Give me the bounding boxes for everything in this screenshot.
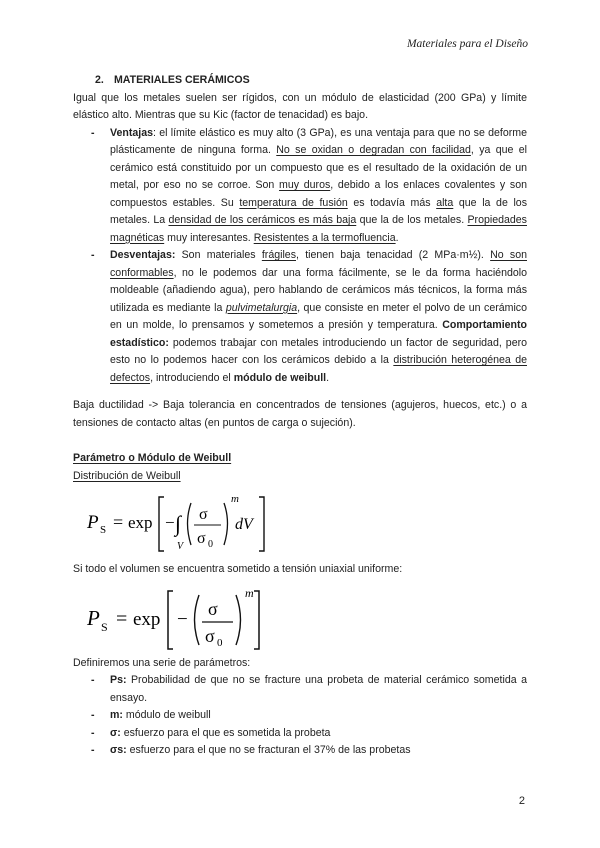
text-run: : el límite elástico es muy alto (3 GPa), es una ventaja para que no se deforme plásticamente de ninguna forma. (110, 126, 527, 156)
formula-zero: 0 (208, 539, 213, 550)
left-bracket (159, 497, 164, 551)
underlined-text: pulvimetalurgia (225, 301, 298, 314)
formula-exp: exp (128, 513, 153, 532)
text-run: es todavía más (347, 196, 437, 209)
param-item (73, 672, 527, 707)
text-run: podemos trabajar con metales introduciendo un factor de seguridad, pero esto no lo podemos hacer con los cerámicos debido a la (110, 336, 527, 366)
text-run: muy interesantes. (164, 231, 254, 244)
text-run: , debido a los enlaces covalentes y son compuestos estables. Su (110, 179, 527, 209)
formula-exponent-m: m (245, 585, 254, 600)
right-paren (224, 503, 228, 545)
right-bracket (254, 591, 259, 649)
bullet-dash: - (91, 674, 95, 686)
spacer (73, 432, 527, 450)
weibull-formula-integral (73, 485, 273, 557)
left-paren (195, 595, 200, 645)
param-key: σs: (110, 744, 127, 756)
params-intro: Definiremos una serie de parámetros: (73, 656, 251, 669)
weibull-heading-text: Parámetro o Módulo de Weibull (73, 452, 232, 464)
text-run: que la de los metales. La (110, 196, 527, 226)
text-run: , que consiste en meter el polvo de un cerámico en un molde, lo prensamos y sometemos a presión y temperatura. (110, 301, 527, 331)
param-text: esfuerzo para el que es sometida la probeta (120, 726, 331, 739)
formula-p: P (87, 605, 100, 630)
left-bracket (168, 591, 173, 649)
formula-sub-s: S (101, 619, 108, 634)
underlined-text: alta (436, 196, 454, 209)
formula-sigma0: σ (205, 625, 215, 646)
formula-sigma: σ (199, 506, 208, 523)
underlined-text: No son conformables (110, 249, 527, 279)
formula-sigma0: σ (197, 530, 206, 547)
text-run: , tienen baja tenacidad (2 MPa·m½). (296, 249, 491, 261)
ventajas-label: Ventajas (110, 126, 153, 139)
ventajas-item (73, 125, 527, 248)
formula-p: P (87, 512, 99, 533)
intro-paragraph: Igual que los metales suelen ser rígidos, con un módulo de elasticidad (200 GPa) y límite elástico alto. Mientras que su Kic (factor de tenacidad) es bajo. (73, 91, 527, 121)
page-content (73, 72, 527, 760)
formula-minus: − (165, 513, 175, 532)
ductilidad-paragraph: Baja ductilidad -> Baja tolerancia en concentrados de tensiones (agujeros, huecos, etc.) o a tensiones de contacto altas (en puntos de carga o sujeción). (73, 399, 527, 429)
formula-minus: − (177, 608, 188, 630)
uniaxial-paragraph: Si todo el volumen se encuentra sometido a tensión uniaxial uniforme: (73, 563, 403, 575)
param-key: m: (110, 709, 123, 721)
bullet-dash: - (91, 249, 95, 261)
bullet-dash: - (91, 744, 95, 756)
text-run: que la de los metales. (356, 214, 468, 226)
underlined-text: muy duros (279, 179, 331, 191)
param-text: esfuerzo para el que no se fracturan el 37% de las probetas (126, 744, 411, 756)
section-title: MATERIALES CERÁMICOS (113, 74, 250, 86)
formula-zero: 0 (217, 636, 223, 649)
bullet-dash: - (91, 709, 95, 721)
underlined-text: No se oxidan o degradan con facilidad (276, 144, 471, 156)
section-number: 2. (95, 74, 104, 86)
formula-sigma: σ (208, 598, 218, 619)
param-text: módulo de weibull (122, 709, 211, 721)
text-run: . (326, 371, 330, 384)
bold-text: módulo de weibull (233, 371, 327, 384)
param-item (73, 742, 527, 760)
spacer (73, 387, 527, 397)
pros-cons-list (73, 125, 527, 388)
param-item (73, 725, 527, 743)
text-run: , no le podemos dar una forma fácilmente, se le da forma haciéndolo moldeable (añadiendo agua), pero hablando de cerámicos más técnicos, la forma más utilizada es mediante la (110, 266, 527, 314)
params-list (73, 672, 527, 760)
text-run: Son materiales (175, 249, 262, 261)
underlined-text: Propiedades magnéticas (110, 214, 527, 244)
text-run: . (395, 231, 399, 244)
weibull-formula-uniaxial (73, 579, 273, 653)
formula-integral: ∫ (175, 511, 182, 536)
section-heading (95, 72, 527, 90)
underlined-text: distribución heterogénea de defectos (110, 354, 527, 384)
left-paren (188, 503, 192, 545)
underlined-text: Resistentes a la termofluencia (253, 231, 396, 244)
right-paren (236, 595, 241, 645)
page-header: Materiales para el Diseño (406, 38, 528, 50)
param-key: Ps: (110, 674, 127, 686)
right-bracket (259, 497, 264, 551)
formula-dv: dV (235, 516, 253, 533)
bullet-dash: - (91, 726, 95, 739)
text-run: , ya que el cerámico está constituido por un compuesto que es el resultado de la oxidación de un metal, por eso no se corroe. Son (110, 144, 527, 191)
formula-eq: = (113, 512, 124, 532)
param-text: Probabilidad de que no se fracture una probeta de material cerámico sometida a ensayo. (110, 674, 527, 704)
weibull-heading (73, 450, 527, 468)
formula-exponent-m: m (231, 493, 239, 505)
bullet-dash: - (91, 126, 95, 139)
bold-text: Comportamiento estadístico: (110, 319, 527, 349)
weibull-subheading (73, 468, 527, 486)
formula-sub-s: S (100, 524, 107, 536)
desventajas-label: Desventajas: (110, 249, 176, 261)
param-key: σ: (110, 726, 121, 739)
page-number: 2 (518, 794, 525, 807)
underlined-text: temperatura de fusión (239, 196, 348, 209)
text-run: , introduciendo el (150, 371, 234, 384)
underlined-text: densidad de los cerámicos es más baja (168, 214, 357, 226)
param-item (73, 707, 527, 725)
formula-exp: exp (133, 608, 161, 630)
weibull-subheading-text: Distribución de Weibull (73, 469, 181, 482)
desventajas-item (73, 247, 527, 387)
formula-sub-v: V (177, 541, 184, 552)
underlined-text: frágiles (261, 249, 296, 261)
formula-eq: = (116, 607, 128, 630)
